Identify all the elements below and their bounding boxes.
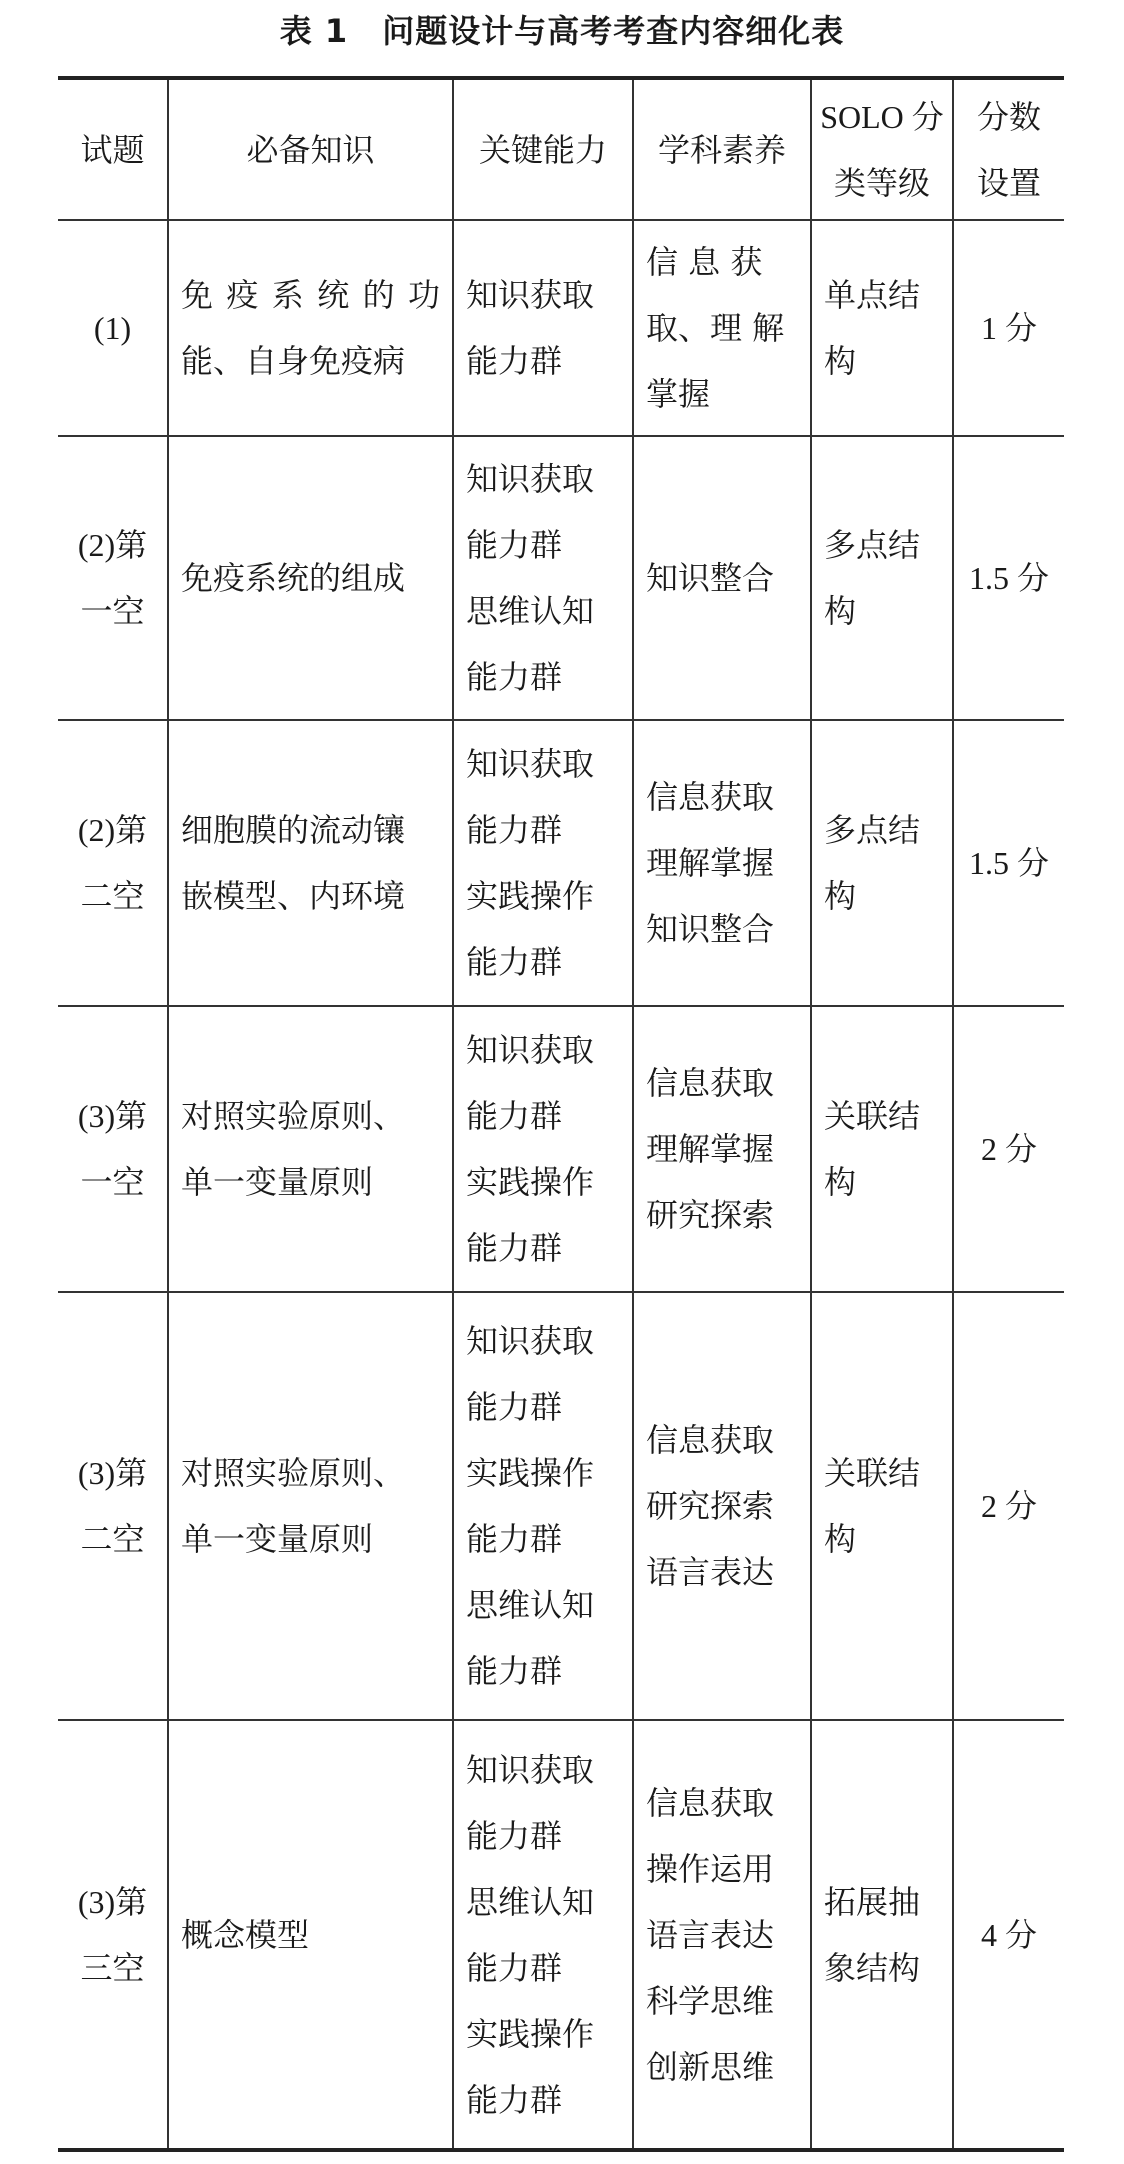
literacy-line: 信息获取 [646,1064,775,1102]
header-solo-line2: 类等级 [833,163,930,202]
ability-line: 能力群 [466,811,563,849]
literacy-line: 掌握 [646,375,711,413]
literacy-line: 操作运用 [646,1849,775,1888]
score-value: 4 分 [980,1916,1037,1953]
table-row [58,720,1064,1006]
ability-line: 能力群 [466,526,563,564]
ability-line: 能力群 [466,658,563,696]
ability-line: 能力群 [466,342,563,380]
cell-score [953,720,1064,1006]
cell-question [58,220,168,436]
solo-line: 多点结 [824,526,921,564]
question-line: (3)第 [77,1098,148,1134]
header-question: 试题 [58,78,168,220]
cell-ability [453,1292,633,1720]
cell-score [953,1720,1064,2150]
header-knowledge: 必备知识 [168,78,453,220]
knowledge-line: 免疫系统的功 [181,276,440,314]
literacy-line: 语言表达 [646,1553,775,1591]
question-line: (2)第 [77,527,148,563]
ability-line: 思维认知 [466,1586,595,1624]
cell-solo [811,436,953,720]
ability-line: 能力群 [466,1520,563,1558]
question-line: (3)第 [77,1883,148,1920]
solo-line: 关联结 [824,1454,921,1492]
table-row [58,1006,1064,1292]
cell-ability [453,720,633,1006]
literacy-line: 科学思维 [646,1981,775,2020]
question-line: (1) [93,310,132,346]
question-line: 二空 [80,1520,145,1558]
score-value: 2 分 [980,1131,1037,1167]
table-caption [0,0,1124,62]
solo-line: 构 [824,877,857,915]
table-number: 表 1 [279,12,349,50]
literacy-line: 语言表达 [646,1915,775,1954]
literacy-line: 取、理 解 [646,309,785,347]
score-value: 1.5 分 [968,845,1049,881]
cell-literacy [633,720,811,1006]
literacy-line: 知识整合 [646,559,775,597]
cell-question [58,1720,168,2150]
literacy-line: 研究探索 [646,1196,775,1234]
ability-line: 能力群 [466,1388,563,1426]
cell-score [953,220,1064,436]
knowledge-line: 概念模型 [181,1915,310,1954]
solo-line: 构 [824,1520,857,1558]
cell-ability [453,1006,633,1292]
cell-solo [811,220,953,436]
solo-line: 拓展抽 [824,1882,921,1921]
header-score [953,78,1064,220]
cell-ability [453,436,633,720]
literacy-line: 信息获取 [646,1783,775,1822]
ability-line: 知识获取 [466,745,595,783]
ability-line: 能力群 [466,1097,563,1135]
literacy-line: 信 息 获 [646,243,763,281]
knowledge-line: 单一变量原则 [181,1520,374,1558]
ability-line: 能力群 [466,2080,563,2119]
question-line: 二空 [80,877,145,915]
literacy-line: 研究探索 [646,1487,775,1525]
solo-line: 关联结 [824,1097,921,1135]
ability-line: 实践操作 [466,877,595,915]
ability-line: 能力群 [466,1229,563,1267]
question-line: 一空 [80,1163,145,1201]
table-row [58,1292,1064,1720]
table-row [58,1720,1064,2150]
literacy-line: 理解掌握 [646,844,775,882]
cell-score [953,1292,1064,1720]
cell-knowledge [168,720,453,1006]
ability-line: 实践操作 [466,1454,595,1492]
cell-knowledge [168,1006,453,1292]
ability-line: 能力群 [466,1816,563,1855]
ability-line: 知识获取 [466,276,595,314]
cell-solo [811,1006,953,1292]
cell-ability [453,1720,633,2150]
literacy-line: 信息获取 [646,778,775,816]
header-score-line1: 分数 [976,97,1041,136]
solo-line: 象结构 [824,1948,921,1987]
question-line: 一空 [80,592,145,630]
header-solo-line1: SOLO 分 [820,98,944,135]
header-row [58,78,1064,220]
cell-literacy [633,1292,811,1720]
knowledge-line: 对照实验原则、 [181,1454,406,1492]
cell-literacy [633,220,811,436]
literacy-line: 知识整合 [646,910,775,948]
header-ability: 关键能力 [453,78,633,220]
table-row [58,436,1064,720]
ability-line: 知识获取 [466,460,595,498]
question-line: (3)第 [77,1455,148,1491]
ability-line: 知识获取 [466,1750,595,1789]
cell-question [58,436,168,720]
ability-line: 知识获取 [466,1031,595,1069]
solo-line: 构 [824,592,857,630]
question-line: 三空 [80,1948,145,1987]
score-value: 1.5 分 [968,560,1049,596]
cell-solo [811,720,953,1006]
knowledge-line: 免疫系统的组成 [181,559,406,597]
ability-line: 实践操作 [466,1163,595,1201]
header-literacy: 学科素养 [633,78,811,220]
header-solo [811,78,953,220]
score-value: 1 分 [980,310,1037,346]
table-title: 问题设计与高考考查内容细化表 [382,12,845,50]
solo-line: 构 [824,342,857,380]
question-line: (2)第 [77,812,148,848]
ability-line: 实践操作 [466,2014,595,2053]
cell-literacy [633,1006,811,1292]
ability-line: 知识获取 [466,1322,595,1360]
cell-score [953,1006,1064,1292]
cell-knowledge [168,1720,453,2150]
header-score-line2: 设置 [976,163,1041,202]
cell-knowledge [168,220,453,436]
literacy-line: 信息获取 [646,1421,775,1459]
knowledge-line: 单一变量原则 [181,1163,374,1201]
cell-score [953,436,1064,720]
solo-line: 构 [824,1163,857,1201]
cell-knowledge [168,1292,453,1720]
table-row [58,220,1064,436]
score-value: 2 分 [980,1488,1037,1524]
ability-line: 思维认知 [466,1882,595,1921]
cell-ability [453,220,633,436]
knowledge-line: 对照实验原则、 [181,1097,406,1135]
knowledge-line: 能、自身免疫病 [181,342,406,380]
cell-literacy [633,1720,811,2150]
cell-question [58,1292,168,1720]
ability-line: 能力群 [466,1652,563,1690]
ability-line: 能力群 [466,943,563,981]
literacy-line: 创新思维 [646,2047,775,2086]
cell-knowledge [168,436,453,720]
detail-table [58,76,1064,2152]
cell-solo [811,1292,953,1720]
knowledge-line: 嵌模型、内环境 [181,877,406,915]
solo-line: 单点结 [824,276,921,314]
cell-solo [811,1720,953,2150]
cell-literacy [633,436,811,720]
solo-line: 多点结 [824,811,921,849]
ability-line: 能力群 [466,1948,563,1987]
ability-line: 思维认知 [466,592,595,630]
literacy-line: 理解掌握 [646,1130,775,1168]
knowledge-line: 细胞膜的流动镶 [181,811,406,849]
cell-question [58,720,168,1006]
cell-question [58,1006,168,1292]
